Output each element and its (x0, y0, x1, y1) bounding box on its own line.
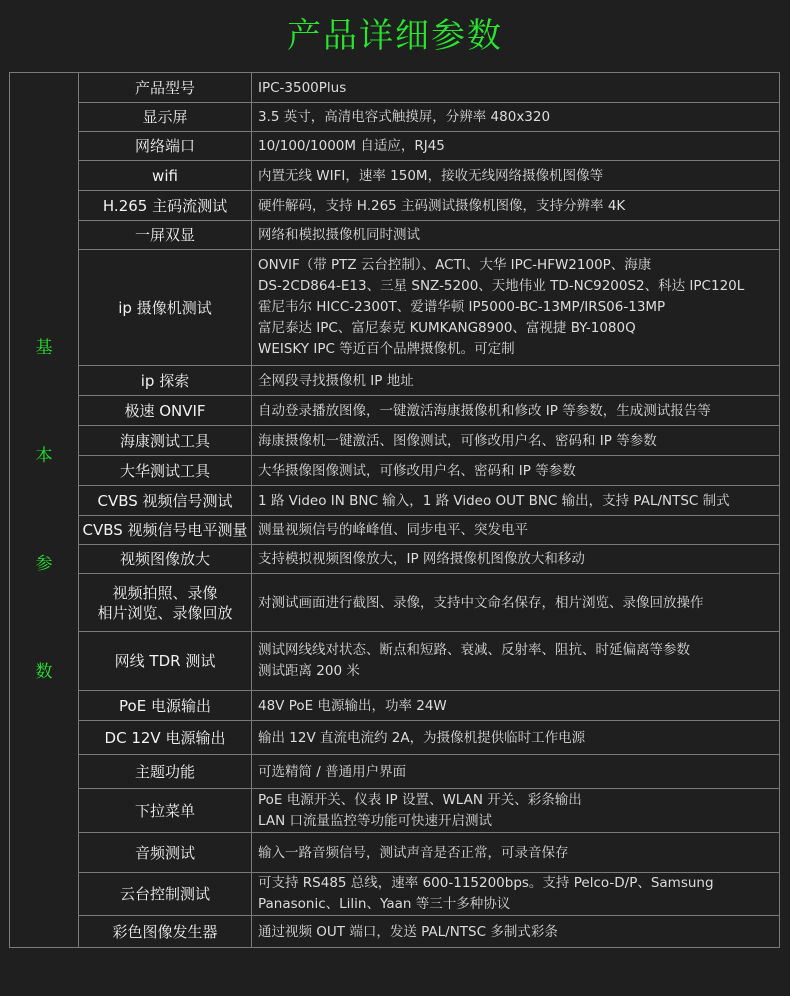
spec-value: 大华摄像图像测试，可修改用户名、密码和 IP 等参数 (252, 456, 780, 486)
spec-key: wifi (79, 161, 252, 191)
spec-key: 产品型号 (79, 73, 252, 103)
spec-row (10, 221, 780, 250)
spec-table (9, 72, 780, 948)
spec-value: 通过视频 OUT 端口，发送 PAL/NTSC 多制式彩条 (252, 916, 780, 948)
spec-value: 测量视频信号的峰峰值、同步电平、突发电平 (252, 516, 780, 545)
spec-value: 可选精简 / 普通用户界面 (252, 755, 780, 789)
spec-key: 音频测试 (79, 833, 252, 873)
spec-key: 一屏双显 (79, 221, 252, 250)
spec-key: 彩色图像发生器 (79, 916, 252, 948)
spec-value: 输入一路音频信号，测试声音是否正常，可录音保存 (252, 833, 780, 873)
spec-key: 网线 TDR 测试 (79, 632, 252, 691)
spec-value: 全网段寻找摄像机 IP 地址 (252, 366, 780, 396)
spec-value: 网络和模拟摄像机同时测试 (252, 221, 780, 250)
spec-value: 支持模拟视频图像放大，IP 网络摄像机图像放大和移动 (252, 545, 780, 574)
section-label (10, 73, 79, 948)
spec-key: CVBS 视频信号测试 (79, 486, 252, 516)
page-title: 产品详细参数 (287, 16, 503, 56)
spec-value: ONVIF（带 PTZ 云台控制）、ACTI、大华 IPC-HFW2100P、海康 DS-2CD864-E13、三星 SNZ-5200、天地伟业 TD-NC9200S2、科达 IPC120L 霍尼韦尔 HICC-2300T、爱谱华顿 IP5000-BC-13MP/IRS06-13MP 富尼泰达 IPC、富尼泰克 KUMKANG8900、富视捷 BY-1080Q WEISKY IPC 等近百个品牌摄像机。可定制 (252, 250, 780, 366)
spec-value: IPC-3500Plus (252, 73, 780, 103)
spec-key: 视频拍照、录像 相片浏览、录像回放 (79, 574, 252, 632)
spec-key: 网络端口 (79, 132, 252, 161)
spec-value: 可支持 RS485 总线，速率 600-115200bps。支持 Pelco-D/P、Samsung Panasonic、Lilin、Yaan 等三十多种协议 (252, 873, 780, 916)
section-label-char: 基 (35, 338, 53, 358)
spec-key: 海康测试工具 (79, 426, 252, 456)
spec-value: 内置无线 WIFI，速率 150M，接收无线网络摄像机图像等 (252, 161, 780, 191)
spec-key: 视频图像放大 (79, 545, 252, 574)
spec-key: 主题功能 (79, 755, 252, 789)
section-label-char: 本 (35, 446, 53, 466)
spec-row (10, 789, 780, 833)
spec-row (10, 250, 780, 366)
spec-key: PoE 电源输出 (79, 691, 252, 721)
spec-row (10, 161, 780, 191)
spec-row (10, 486, 780, 516)
spec-value: 测试网线线对状态、断点和短路、衰减、反射率、阻抗、时延偏离等参数 测试距离 200 米 (252, 632, 780, 691)
spec-row (10, 574, 780, 632)
spec-value: 自动登录播放图像，一键激活海康摄像机和修改 IP 等参数，生成测试报告等 (252, 396, 780, 426)
spec-value: 对测试画面进行截图、录像，支持中文命名保存，相片浏览、录像回放操作 (252, 574, 780, 632)
spec-row (10, 456, 780, 486)
spec-key: CVBS 视频信号电平测量 (79, 516, 252, 545)
spec-row (10, 632, 780, 691)
spec-value: 海康摄像机一键激活、图像测试，可修改用户名、密码和 IP 等参数 (252, 426, 780, 456)
spec-key: 云台控制测试 (79, 873, 252, 916)
spec-key: 下拉菜单 (79, 789, 252, 833)
spec-row (10, 691, 780, 721)
spec-row (10, 191, 780, 221)
spec-row (10, 366, 780, 396)
spec-value: 1 路 Video IN BNC 输入，1 路 Video OUT BNC 输出，支持 PAL/NTSC 制式 (252, 486, 780, 516)
section-label-char: 参 (35, 554, 53, 574)
section-label-char: 数 (35, 662, 53, 682)
spec-key: DC 12V 电源输出 (79, 721, 252, 755)
spec-row (10, 916, 780, 948)
spec-key: 大华测试工具 (79, 456, 252, 486)
spec-row (10, 721, 780, 755)
spec-key: H.265 主码流测试 (79, 191, 252, 221)
spec-row (10, 132, 780, 161)
spec-row (10, 396, 780, 426)
spec-row (10, 545, 780, 574)
spec-key: ip 探索 (79, 366, 252, 396)
spec-row (10, 103, 780, 132)
spec-value: PoE 电源开关、仪表 IP 设置、WLAN 开关、彩条输出 LAN 口流量监控等功能可快速开启测试 (252, 789, 780, 833)
spec-value: 输出 12V 直流电流约 2A，为摄像机提供临时工作电源 (252, 721, 780, 755)
spec-row (10, 833, 780, 873)
spec-value: 3.5 英寸，高清电容式触摸屏，分辨率 480x320 (252, 103, 780, 132)
spec-row (10, 755, 780, 789)
spec-value: 48V PoE 电源输出，功率 24W (252, 691, 780, 721)
spec-key: 显示屏 (79, 103, 252, 132)
spec-value: 硬件解码，支持 H.265 主码测试摄像机图像，支持分辨率 4K (252, 191, 780, 221)
spec-row (10, 873, 780, 916)
spec-value: 10/100/1000M 自适应，RJ45 (252, 132, 780, 161)
spec-row (10, 426, 780, 456)
spec-row (10, 73, 780, 103)
spec-key: 极速 ONVIF (79, 396, 252, 426)
spec-row (10, 516, 780, 545)
spec-key: ip 摄像机测试 (79, 250, 252, 366)
